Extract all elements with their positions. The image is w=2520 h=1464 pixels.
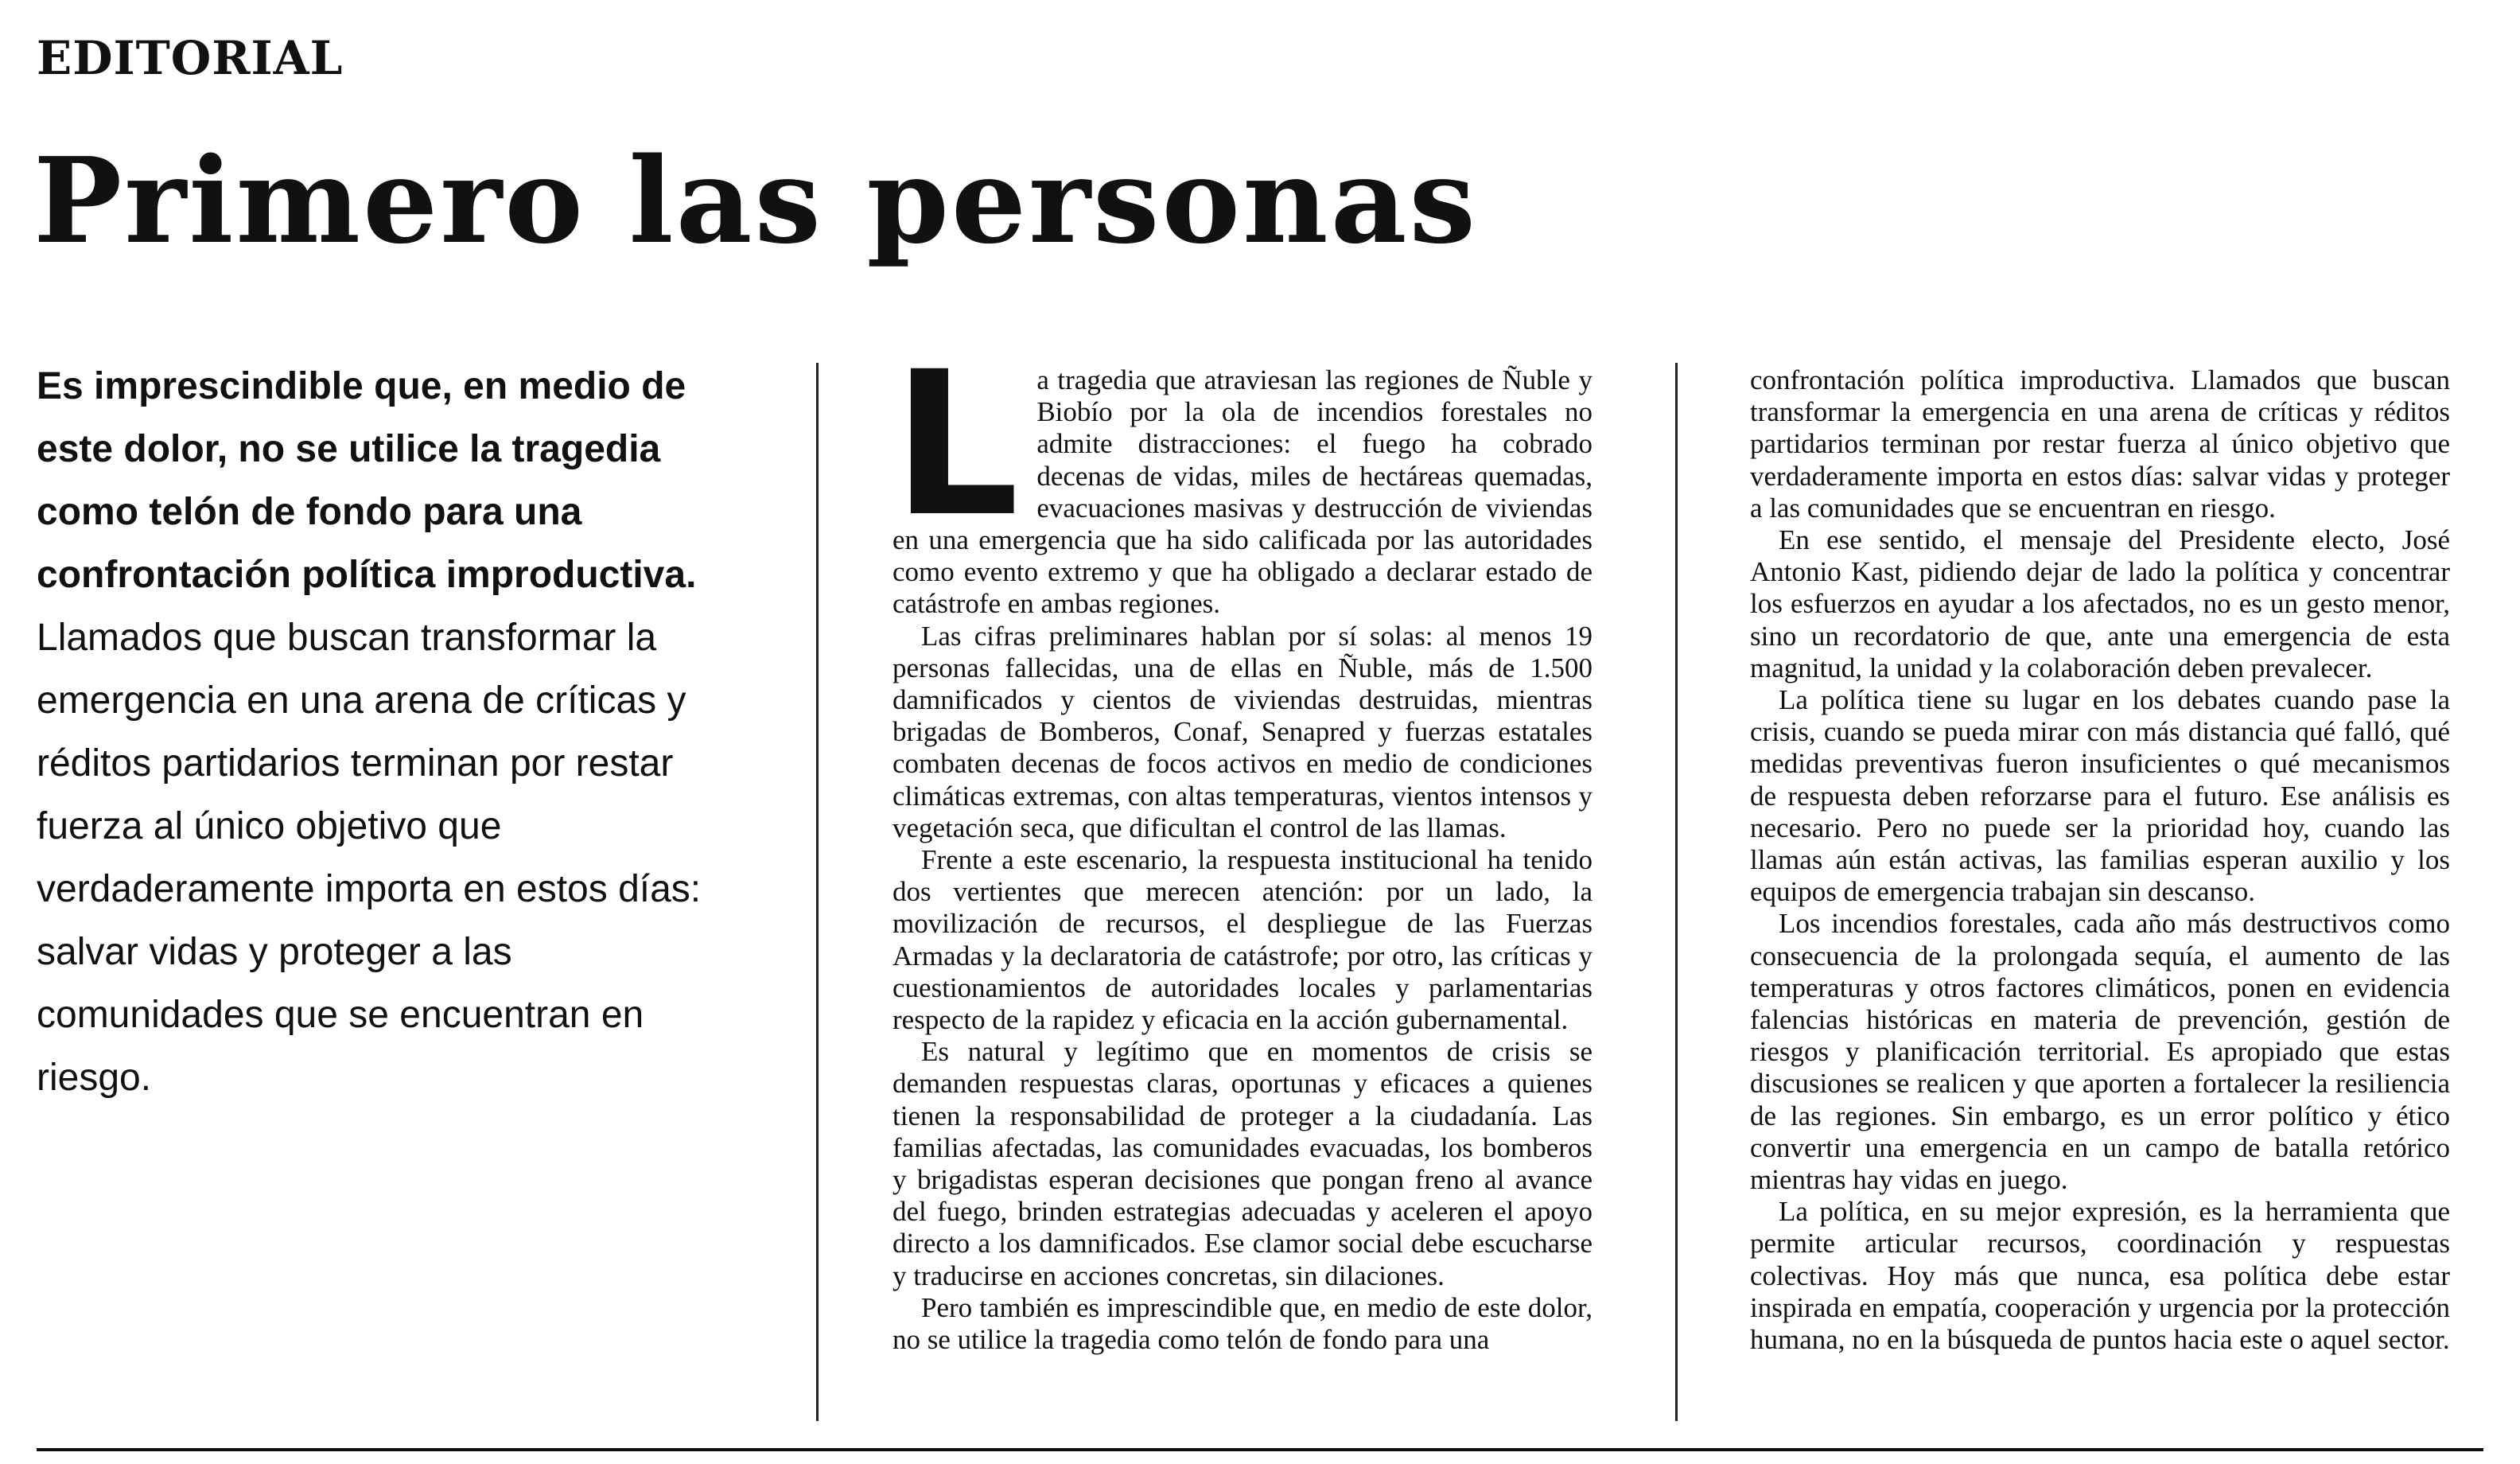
paragraph-5: Pero también es imprescindible que, en medio de este dolor, no se utilice la tragedia como telón de fondo para una (892, 1291, 1592, 1356)
paragraph-3: Frente a este escenario, la respuesta institucional ha tenido dos vertientes que merecen atención: por un lado, la movilización de recursos, el despliegue de las Fuerzas Armadas y la declaratoria de catástrofe; por otro, las críticas y cuestionamientos de autoridades locales y parlamentarias respecto de la rapidez y eficacia en la acción gubernamental. (892, 844, 1592, 1036)
body-column-1 (892, 364, 1592, 1423)
headline: Primero las personas (33, 131, 1478, 270)
lead-highlight: Es imprescindible que, en medio de este dolor, no se utilice la tragedia como telón de fondo para una confrontación política improductiva. (37, 365, 697, 596)
paragraph-2: Las cifras preliminares hablan por sí solas: al menos 19 personas fallecidas, una de ellas en Ñuble, más de 1.500 damnificados y cientos de viviendas destruidas, mientras brigadas de Bomberos, Conaf, Senapred y fuerzas estatales combaten decenas de focos activos en medio de condiciones climáticas extremas, con altas temperaturas, vientos intensos y vegetación seca, que dificultan el control de las llamas. (892, 620, 1592, 843)
body-column-2 (1750, 364, 2450, 1423)
paragraph-6: confrontación política improductiva. Llamados que buscan transformar la emergencia en una arena de críticas y réditos partidarios terminan por restar fuerza al único objetivo que verdaderamente importa en estos días: salvar vidas y proteger a las comunidades que se encuentran en riesgo. (1750, 364, 2450, 524)
lead-paragraph (37, 355, 729, 1109)
paragraph-7: En ese sentido, el mensaje del Presidente electo, José Antonio Kast, pidiendo dejar de lado la política y concentrar los esfuerzos en ayudar a los afectados, no es un gesto menor, sino un recordatorio de que, ante una emergencia de esta magnitud, la unidad y la colaboración deben prevalecer. (1750, 524, 2450, 683)
paragraph-9: Los incendios forestales, cada año más destructivos como consecuencia de la prolongada sequía, el aumento de las temperaturas y otros factores climáticos, ponen en evidencia falencias históricas en materia de prevención, gestión de riesgos y planificación territorial. Es apropiado que estas discusiones se realicen y que aporten a fortalecer la resiliencia de las regiones. Sin embargo, es un error político y ético convertir una emergencia en un campo de batalla retórico mientras hay vidas en juego. (1750, 908, 2450, 1196)
drop-cap: L (892, 364, 1020, 560)
section-label: EDITORIAL (37, 31, 344, 85)
paragraph-10: La política, en su mejor expresión, es la herramienta que permite articular recursos, coordinación y respuestas colectivas. Hoy más que nunca, esa política debe estar inspirada en empatía, cooperación y urgencia por la protección humana, no en la búsqueda de puntos hacia este o aquel sector. (1750, 1196, 2450, 1356)
column-divider-left (816, 363, 819, 1421)
paragraph-8: La política tiene su lugar en los debates cuando pase la crisis, cuando se pueda mirar con más distancia qué falló, qué medidas preventivas fueron insuficientes o qué mecanismos de respuesta deben reforzarse para el futuro. Ese análisis es necesario. Pero no puede ser la prioridad hoy, cuando las llamas aún están activas, las familias esperan auxilio y los equipos de emergencia trabajan sin descanso. (1750, 684, 2450, 908)
paragraph-1 (892, 364, 1592, 621)
lead-text: Llamados que buscan transformar la emergencia en una arena de críticas y réditos partidarios terminan por restar fuerza al único objetivo que verdaderamente importa en estos días: salvar vidas y proteger a las comunidades que se encuentran en riesgo. (37, 617, 702, 1099)
paragraph-1-text: a tragedia que atraviesan las regiones de Ñuble y Biobío por la ola de incendios forestales no admite distracciones: el fuego ha cobrado decenas de vidas, miles de hectáreas quemadas, evacuaciones masivas y destrucción de viviendas en una emergencia que ha sido calificada por las autoridades como evento extremo y que ha obligado a declarar estado de catástrofe en ambas regiones. (892, 364, 1592, 620)
column-divider-right (1675, 363, 1678, 1421)
paragraph-4: Es natural y legítimo que en momentos de crisis se demanden respuestas claras, oportunas y eficaces a quienes tienen la responsabilidad de proteger a la ciudadanía. Las familias afectadas, las comunidades evacuadas, los bomberos y brigadistas esperan decisiones que pongan freno al avance del fuego, brinden estrategias adecuadas y aceleren el apoyo directo a los damnificados. Ese clamor social debe escucharse y traducirse en acciones concretas, sin dilaciones. (892, 1036, 1592, 1291)
bottom-rule (37, 1448, 2483, 1451)
